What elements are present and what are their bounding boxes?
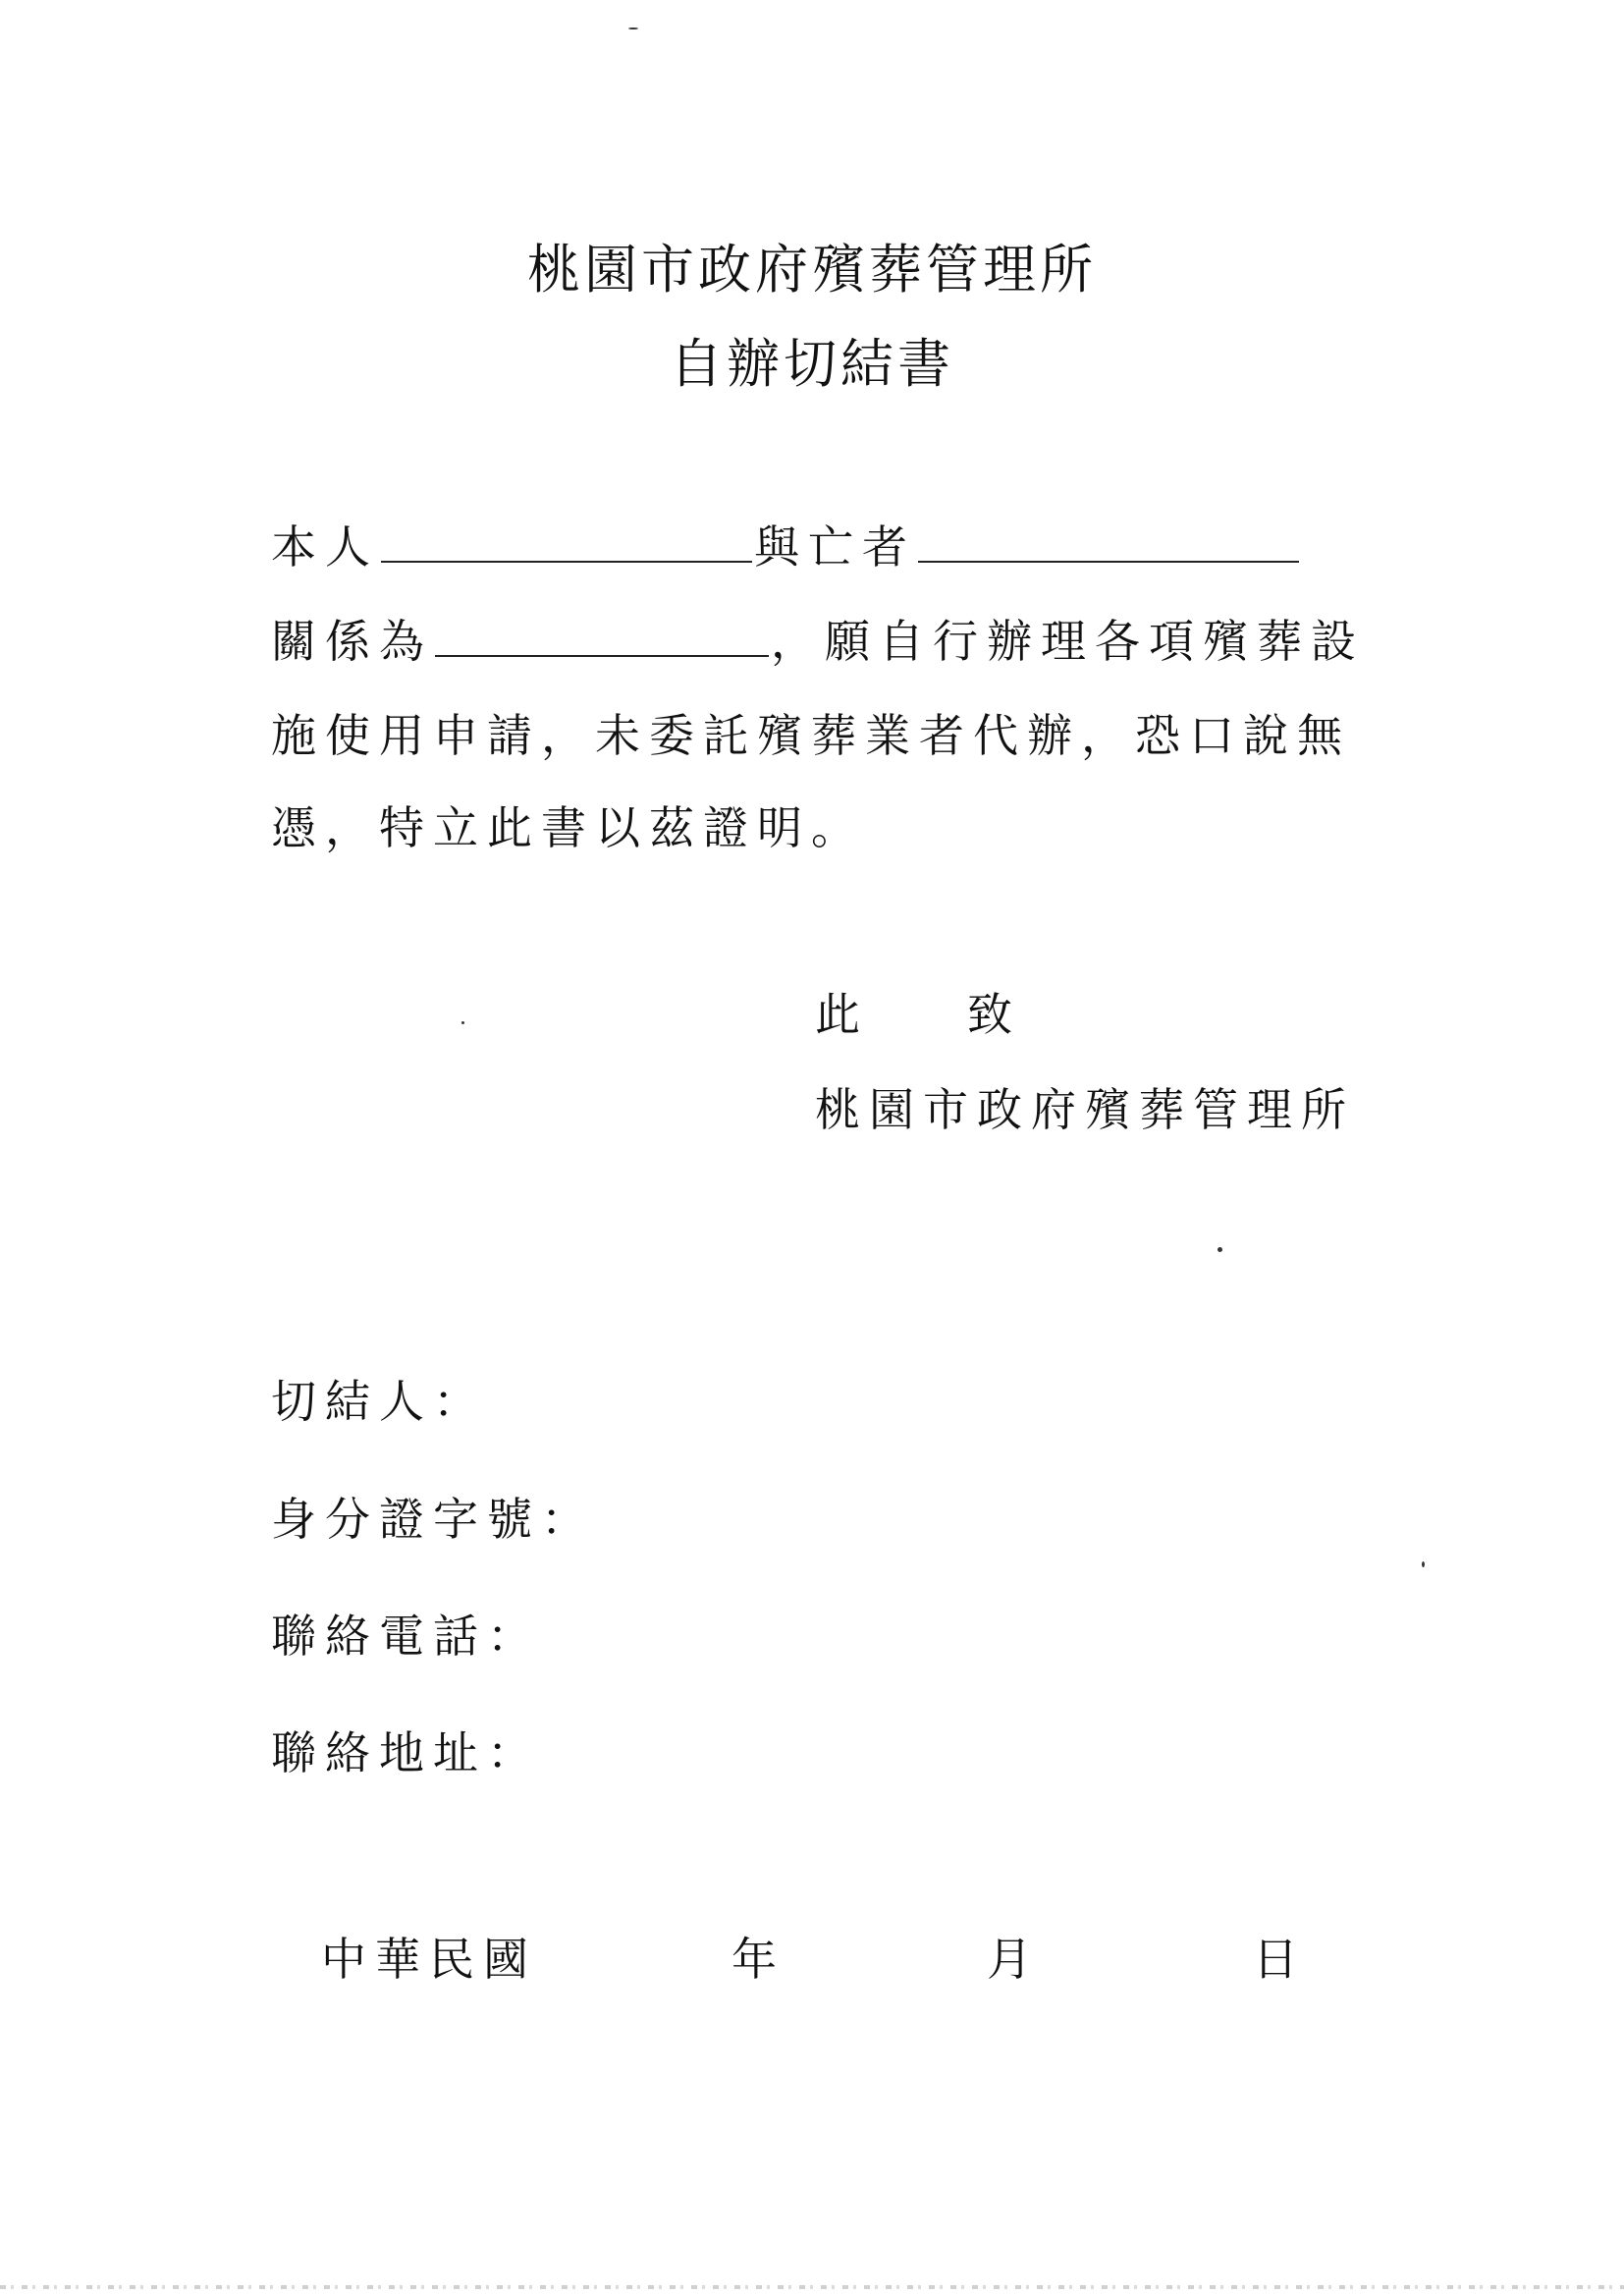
body-line-1 [271,518,1301,576]
relationship-blank[interactable] [435,612,769,657]
date-year-label: 年 [731,1933,785,1986]
scan-speck [1218,1247,1222,1252]
closing-recipient: 桃園市政府殯葬管理所 [815,1083,1355,1136]
closing-salutation [815,985,1021,1044]
scan-speck [461,1021,464,1024]
date-row [0,1930,1624,1989]
document-title-form: 自辦切結書 [670,333,954,395]
scan-edge-noise [0,2285,1624,2289]
declarant-name-blank[interactable] [381,518,752,563]
address-field-label: 聯絡地址： [271,1726,541,1779]
statement-text-1: ，願自行辦理各項殯葬設 [771,615,1365,668]
body-line-2 [271,612,1365,671]
date-month-label: 月 [987,1933,1041,1986]
date-era: 中華民國 [321,1933,537,1986]
id-number-field-label: 身分證字號： [271,1493,595,1546]
document-title-agency: 桃園市政府殯葬管理所 [527,239,1097,301]
statement-text-2: 施使用申請，未委託殯葬業者代辦，恐口說無 [271,709,1351,762]
phone-field-label: 聯絡電話： [271,1610,541,1663]
declarant-prefix-text: 本人 [271,520,379,574]
scan-speck [628,27,638,29]
closing-ci: 此 [815,988,869,1041]
deceased-name-blank[interactable] [918,518,1299,563]
scan-speck [1422,1561,1425,1567]
closing-zhi: 致 [967,988,1021,1041]
deceased-prefix-text: 與亡者 [754,520,916,574]
statement-text-3: 憑，特立此書以茲證明。 [271,801,865,854]
relationship-prefix-text: 關係為 [271,615,433,668]
date-day-label: 日 [1253,1933,1307,1986]
declarant-field-label: 切結人： [271,1375,487,1428]
